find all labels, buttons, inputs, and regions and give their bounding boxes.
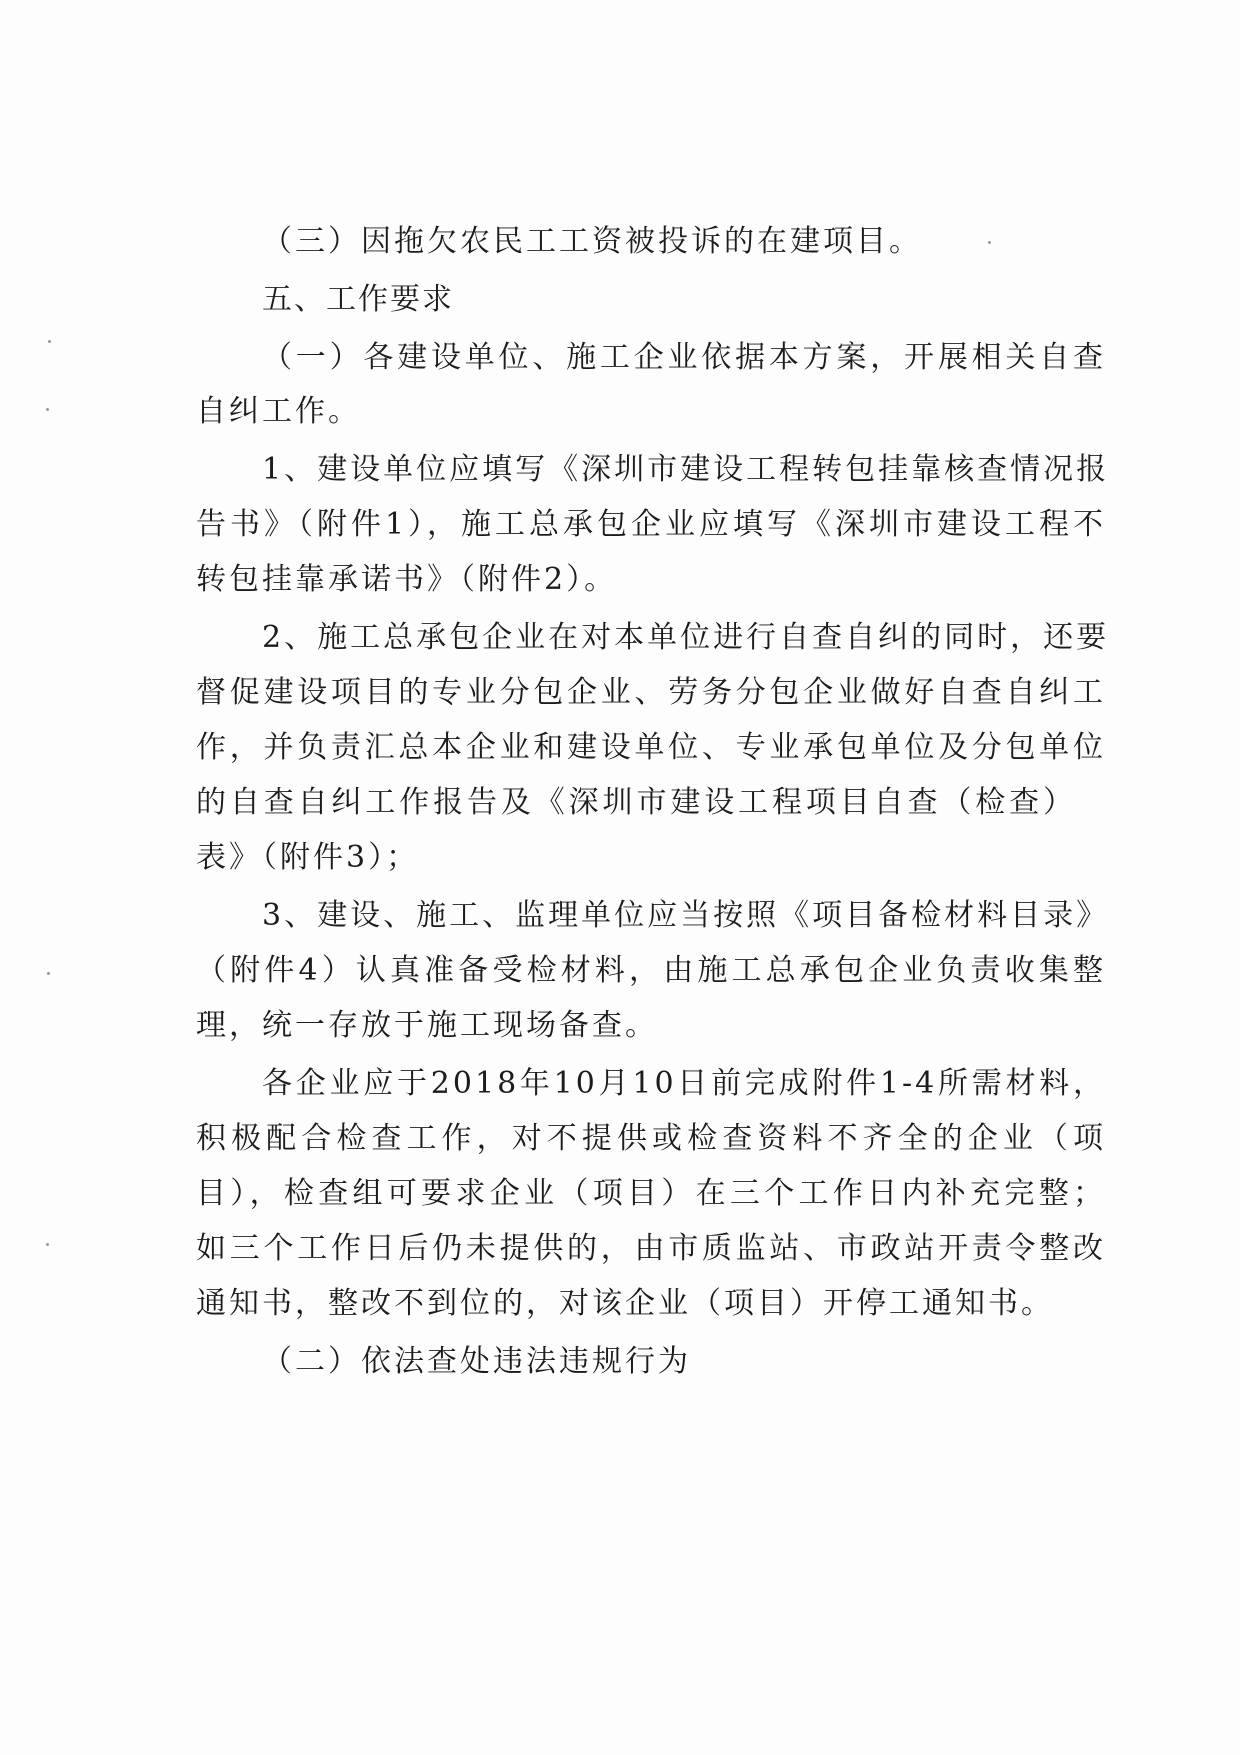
scan-speck	[46, 1243, 49, 1246]
paragraph-line: 理，统一存放于施工现场备查。	[196, 1008, 658, 1043]
paragraph-line: 通知书，整改不到位的，对该企业（项目）开停工通知书。	[196, 1286, 1054, 1321]
paragraph-line: 的自查自纠工作报告及《深圳市建设工程项目自查（检查）	[196, 785, 1076, 820]
paragraph-line: （一）各建设单位、施工企业依据本方案，开展相关自查	[262, 340, 1106, 375]
paragraph-line: 告书》（附件1），施工总承包企业应填写《深圳市建设工程不	[196, 507, 1106, 542]
item-three-line: （三）因拖欠农民工工资被投诉的在建项目。	[262, 224, 922, 259]
paragraph-line: 目），检查组可要求企业（项目）在三个工作日内补充完整；	[196, 1176, 1106, 1211]
paragraph-line: 表》（附件3）；	[196, 840, 420, 875]
paragraph-line: 转包挂靠承诺书》（附件2）。	[196, 562, 618, 597]
scan-speck	[988, 241, 991, 244]
paragraph-line: 积极配合检查工作，对不提供或检查资料不齐全的企业（项	[196, 1121, 1106, 1156]
paragraph-line: 作，并负责汇总本企业和建设单位、专业承包单位及分包单位	[196, 730, 1106, 765]
scan-speck	[48, 340, 51, 343]
paragraph-line: 3、建设、施工、监理单位应当按照《项目备检材料目录》	[262, 898, 1110, 933]
scan-speck	[47, 972, 50, 975]
item-two-heading: （二）依法查处违法违规行为	[262, 1344, 691, 1379]
paragraph-line: 2、施工总承包企业在对本单位进行自查自纠的同时，还要	[262, 620, 1110, 655]
paragraph-line: 督促建设项目的专业分包企业、劳务分包企业做好自查自纠工	[196, 675, 1106, 710]
scan-speck	[46, 408, 49, 411]
paragraph-line: （附件4）认真准备受检材料，由施工总承包企业负责收集整	[196, 953, 1106, 988]
paragraph-line: 1、建设单位应填写《深圳市建设工程转包挂靠核查情况报	[262, 452, 1110, 487]
paragraph-line: 各企业应于2018年10月10日前完成附件1-4所需材料，	[262, 1066, 1106, 1101]
section-heading-work-requirements: 五、工作要求	[262, 282, 454, 317]
paragraph-line: 自纠工作。	[196, 394, 361, 429]
paragraph-line: 如三个工作日后仍未提供的，由市质监站、市政站开责令整改	[196, 1231, 1106, 1266]
